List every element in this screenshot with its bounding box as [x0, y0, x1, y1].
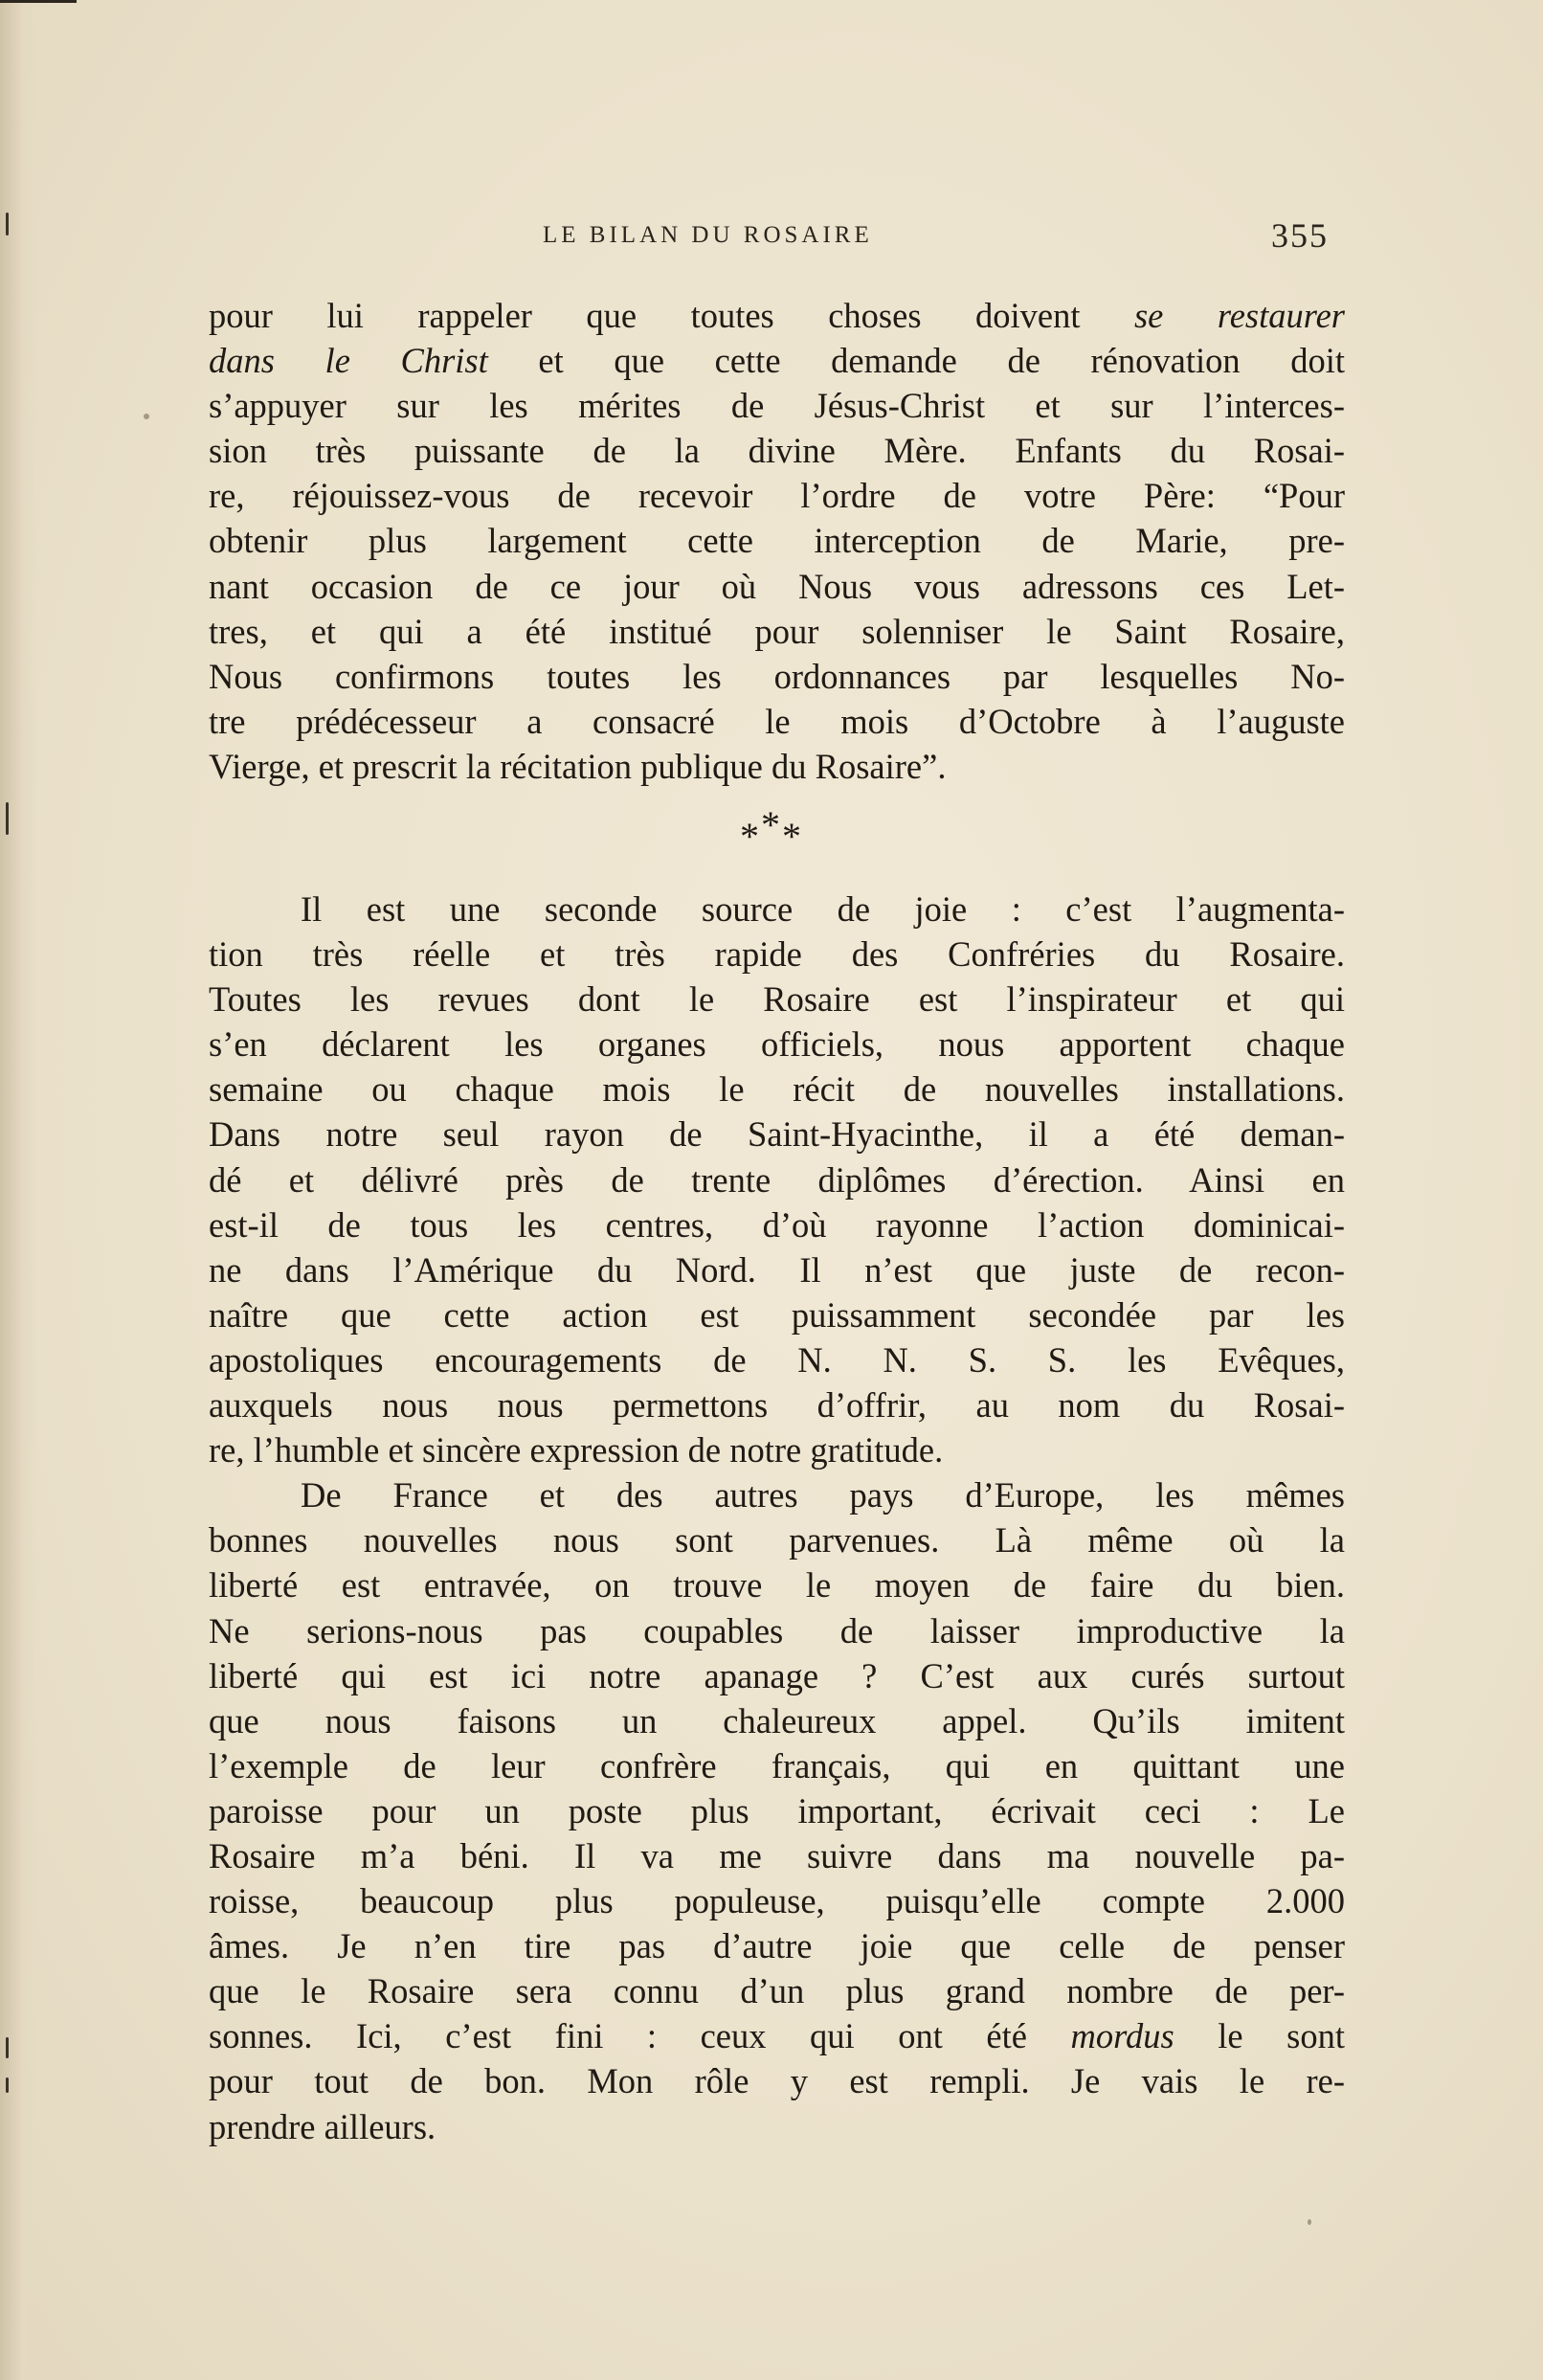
text-line: Dans notre seul rayon de Saint-Hyacinthe, il a été deman-: [209, 1114, 1345, 1155]
text-line: roisse, beaucoup plus populeuse, puisqu’elle compte 2.000: [209, 1881, 1345, 1921]
text-line: est-il de tous les centres, d’où rayonne l’action dominicai-: [209, 1204, 1345, 1245]
text-line: obtenir plus largement cette interception de Marie, pre-: [209, 521, 1345, 561]
text-line: liberté est entravée, on trouve le moyen de faire du bien.: [209, 1565, 1345, 1605]
text-line: tres, et qui a été institué pour solenniser le Saint Rosaire,: [209, 611, 1345, 651]
text-line: sonnes. Ici, c’est fini : ceux qui ont été mordus le sont: [209, 2016, 1345, 2056]
running-title: LE BILAN DU ROSAIRE: [543, 222, 873, 248]
text-line: naître que cette action est puissamment secondée par les: [209, 1294, 1345, 1335]
text-line: prendre ailleurs.: [209, 2106, 436, 2146]
text-line: dé et délivré près de trente diplômes d’érection. Ainsi en: [209, 1159, 1345, 1200]
text-line: s’appuyer sur les mérites de Jésus-Christ et sur l’interces-: [209, 386, 1345, 426]
section-ornament: [0, 803, 1543, 859]
text-line: pour tout de bon. Mon rôle y est rempli. Je vais le re-: [209, 2061, 1345, 2101]
page-number: 355: [1271, 216, 1329, 255]
italic-phrase: dans le Christ: [209, 341, 488, 381]
text-line: re, l’humble et sincère expression de notre gratitude.: [209, 1430, 944, 1471]
margin-mark: [6, 2077, 9, 2093]
text-line: tre prédécesseur a consacré le mois d’Octobre à l’auguste: [209, 701, 1345, 741]
text-line: De France et des autres pays d’Europe, les mêmes: [301, 1475, 1345, 1516]
paper-speck: [1308, 2219, 1311, 2225]
asterism-left: *: [740, 815, 761, 858]
text-line: apostoliques encouragements de N. N. S. S. les Evêques,: [209, 1339, 1345, 1380]
text-line: auxquels nous nous permettons d’offrir, au nom du Rosai-: [209, 1385, 1345, 1426]
paper-speck: [144, 414, 149, 419]
text-line: Nous confirmons toutes les ordonnances par lesquelles No-: [209, 656, 1345, 696]
asterism-right: *: [782, 815, 803, 858]
italic-phrase: mordus: [1070, 2016, 1174, 2056]
text-line: Toutes les revues dont le Rosaire est l’inspirateur et qui: [209, 979, 1345, 1020]
top-rule: [0, 0, 77, 3]
paragraph-1: [209, 293, 1345, 789]
text-line: que le Rosaire sera connu d’un plus grand nombre de per-: [209, 1971, 1345, 2011]
text-line: Il est une seconde source de joie : c’est l’augmenta-: [301, 889, 1345, 929]
text-line: l’exemple de leur confrère français, qui en quittant une: [209, 1745, 1345, 1785]
text-line: nant occasion de ce jour où Nous vous adressons ces Let-: [209, 566, 1345, 606]
text-line: Ne serions-nous pas coupables de laisser improductive la: [209, 1610, 1345, 1650]
paragraph-2: [209, 887, 1345, 2149]
text-line: ne dans l’Amérique du Nord. Il n’est que juste de recon-: [209, 1249, 1345, 1290]
text-line: sion très puissante de la divine Mère. Enfants du Rosai-: [209, 431, 1345, 471]
running-head: [0, 216, 1543, 260]
text-line: semaine ou chaque mois le récit de nouvelles installations.: [209, 1069, 1345, 1110]
text-line: Rosaire m’a béni. Il va me suivre dans ma nouvelle pa-: [209, 1835, 1345, 1875]
text-line: liberté qui est ici notre apanage ? C’est aux curés surtout: [209, 1655, 1345, 1695]
text-line: Vierge, et prescrit la récitation publique du Rosaire”.: [209, 746, 947, 786]
text-line: bonnes nouvelles nous sont parvenues. Là même où la: [209, 1520, 1345, 1560]
italic-phrase: se restaurer: [1133, 296, 1345, 335]
text-line: s’en déclarent les organes officiels, nous apportent chaque: [209, 1024, 1345, 1065]
text-line: tion très réelle et très rapide des Confréries du Rosaire.: [209, 934, 1345, 975]
margin-mark: [6, 2037, 9, 2058]
text-line: que nous faisons un chaleureux appel. Qu’ils imitent: [209, 1700, 1345, 1740]
text-line: re, réjouissez-vous de recevoir l’ordre de votre Père: “Pour: [209, 476, 1345, 516]
gutter-shadow: [0, 0, 38, 2380]
text-line: pour lui rappeler que toutes choses doivent se restaurer: [209, 296, 1345, 335]
text-line: âmes. Je n’en tire pas d’autre joie que celle de penser: [209, 1926, 1345, 1966]
text-line: paroisse pour un poste plus important, écrivait ceci : Le: [209, 1790, 1345, 1830]
text-line: dans le Christ et que cette demande de rénovation doit: [209, 341, 1345, 381]
asterism-middle: *: [761, 803, 782, 846]
